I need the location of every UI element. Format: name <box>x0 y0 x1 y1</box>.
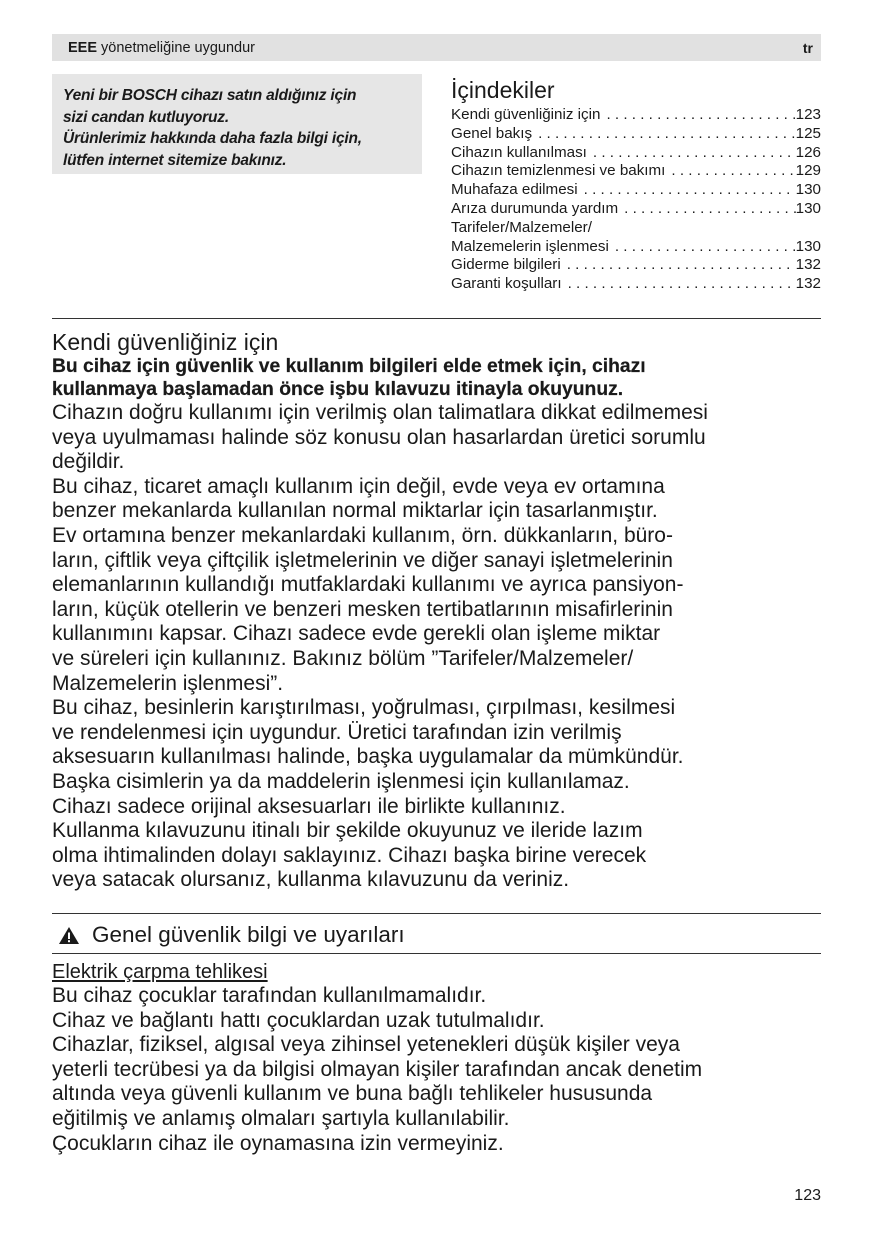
toc-item[interactable] <box>451 238 821 257</box>
toc-item-label: Giderme bilgileri <box>451 256 561 274</box>
toc-leader-dots <box>665 162 795 181</box>
toc-item[interactable] <box>451 106 821 125</box>
body-line: veya satacak olursanız, kullanma kılavuzunu da veriniz. <box>52 868 570 892</box>
body-line: ve rendelenmesi için uygundur. Üretici tarafından izin verilmiş <box>52 720 622 744</box>
header-title-rest: yönetmeliğine uygundur <box>97 39 256 56</box>
body-line: altında veya güvenli kullanım ve buna bağlı tehlikeler hususunda <box>52 1082 653 1106</box>
toc-item[interactable] <box>451 256 821 275</box>
toc-leader-dots <box>578 181 796 200</box>
toc-item-label: Garanti koşulları <box>451 275 562 293</box>
body-line: eğitilmiş ve anlamış olmaları şartıyla kullanılabilir. <box>52 1106 510 1130</box>
toc-item-page: 130 <box>795 199 821 217</box>
toc-leader-dots <box>587 144 796 163</box>
toc-item-label: Cihazın kullanılması <box>451 143 587 161</box>
body-line: Ev ortamına benzer mekanlardaki kullanım, örn. dükkanların, büro- <box>52 523 673 547</box>
toc-leader-dots <box>562 275 796 294</box>
toc-item[interactable] <box>451 181 821 200</box>
toc-item[interactable] <box>451 144 821 163</box>
toc-item-label: Kendi güvenliğiniz için <box>451 106 601 123</box>
toc-leader-dots <box>600 106 795 125</box>
toc-item-label: Genel bakış <box>451 124 533 142</box>
safety-body <box>52 401 827 893</box>
body-line: Çocukların cihaz ile oynamasına izin vermeyiniz. <box>52 1131 504 1155</box>
safety-lead-line: kullanmaya başlamadan önce işbu kılavuzu itinayla okuyunuz. <box>52 379 624 400</box>
body-line: Bu cihaz, besinlerin karıştırılması, yoğrulması, çırpılması, kesilmesi <box>52 696 676 720</box>
header-bar <box>52 34 821 61</box>
body-line: Cihazlar, fiziksel, algısal veya zihinsel yetenekleri düşük kişiler veya <box>52 1033 680 1057</box>
warning-triangle-icon <box>58 926 80 945</box>
safety-lead-line: Bu cihaz için güvenlik ve kullanım bilgileri elde etmek için, cihazı <box>52 356 646 377</box>
general-safety-title: Genel güvenlik bilgi ve uyarıları <box>92 922 405 947</box>
language-code: tr <box>802 39 813 56</box>
toc-leader-dots <box>532 125 796 144</box>
toc-item-label: Malzemelerin işlenmesi <box>451 237 609 255</box>
toc-item[interactable] <box>451 162 821 181</box>
body-line: ların, çiftlik veya çiftçilik işletmelerinin ve diğer sanayi işletmelerinin <box>52 548 673 572</box>
body-line: veya uyulmaması halinde söz konusu olan hasarlardan üretici sorumlu <box>52 425 706 449</box>
page-number: 123 <box>794 1187 821 1204</box>
section-divider <box>52 913 821 914</box>
toc-item[interactable] <box>451 125 821 144</box>
body-line: Cihazı sadece orijinal aksesuarları ile birlikte kullanınız. <box>52 794 566 818</box>
header-title <box>68 40 255 56</box>
toc-leader-dots <box>618 200 796 219</box>
body-line: Bu cihaz, ticaret amaçlı kullanım için değil, evde veya ev ortamına <box>52 474 665 498</box>
toc-item[interactable] <box>451 275 821 294</box>
body-line: Kullanma kılavuzunu itinalı bir şekilde okuyunuz ve ileride lazım <box>52 819 643 843</box>
safety-section <box>52 330 827 893</box>
toc-item-page: 123 <box>795 106 821 123</box>
toc-item-label: Arıza durumunda yardım <box>451 199 619 217</box>
greeting-line: Ürünlerimiz hakkında daha fazla bilgi için, <box>63 130 362 147</box>
toc-list <box>451 106 821 294</box>
header-title-bold: EEE <box>68 39 98 56</box>
body-line: Bu cihaz çocuklar tarafından kullanılmamalıdır. <box>52 984 487 1007</box>
toc-item-page: 126 <box>795 143 821 161</box>
toc-title: İçindekiler <box>451 77 555 103</box>
general-safety-body <box>52 984 827 1156</box>
greeting-line: lütfen internet sitemize bakınız. <box>63 151 287 169</box>
body-line: benzer mekanlarda kullanılan normal miktarlar için tasarlanmıştır. <box>52 499 658 523</box>
greeting-line: sizi candan kutluyoruz. <box>63 108 229 126</box>
greeting-box <box>52 74 422 174</box>
toc-item-label: Tarifeler/Malzemeler/ <box>451 218 592 236</box>
safety-section-title: Kendi güvenliğiniz için <box>52 329 279 355</box>
toc-item-label: Muhafaza edilmesi <box>451 181 578 199</box>
body-line: Cihazın doğru kullanımı için verilmiş olan talimatlara dikkat edilmemesi <box>52 401 708 424</box>
general-safety-heading <box>52 918 821 952</box>
body-line: değildir. <box>52 450 125 474</box>
body-line: elemanlarının kullandığı mutfaklardaki kullanımı ve ayrıca pansiyon- <box>52 573 684 597</box>
body-line: Cihaz ve bağlantı hattı çocuklardan uzak tutulmalıdır. <box>52 1008 545 1032</box>
toc-leader-dots <box>561 256 796 275</box>
body-line: ların, küçük otellerin ve benzeri mesken tertibatlarının misafirlerinin <box>52 597 673 621</box>
greeting-line: Yeni bir BOSCH cihazı satın aldığınız için <box>63 87 357 104</box>
general-safety-section <box>52 960 827 1156</box>
toc-item-page: 129 <box>795 162 821 180</box>
toc-item[interactable] <box>451 200 821 219</box>
toc-item-label: Cihazın temizlenmesi ve bakımı <box>451 162 666 180</box>
toc-item-page: 132 <box>795 275 821 293</box>
toc-item-continued[interactable] <box>451 219 821 238</box>
table-of-contents <box>451 76 821 294</box>
body-line: olma ihtimalinden dolayı saklayınız. Cihazı başka birine verecek <box>52 843 647 867</box>
body-line: yeterli tecrübesi ya da bilgisi olmayan kişiler tarafından ancak denetim <box>52 1057 703 1081</box>
electric-shock-subhead: Elektrik çarpma tehlikesi <box>52 961 268 983</box>
toc-item-page: 130 <box>795 237 821 255</box>
body-line: Başka cisimlerin ya da maddelerin işlenmesi için kullanılamaz. <box>52 769 630 793</box>
section-divider <box>52 953 821 954</box>
toc-item-page: 125 <box>795 124 821 142</box>
toc-item-page: 132 <box>795 256 821 274</box>
body-line: aksesuarın kullanılması halinde, başka uygulamalar da mümkündür. <box>52 745 684 769</box>
body-line: Malzemelerin işlenmesi”. <box>52 671 284 695</box>
toc-leader-dots <box>609 238 796 257</box>
section-divider <box>52 318 821 319</box>
body-line: ve süreleri için kullanınız. Bakınız bölüm ”Tarifeler/Malzemeler/ <box>52 646 634 670</box>
body-line: kullanımını kapsar. Cihazı sadece evde gerekli olan işleme miktar <box>52 622 661 646</box>
toc-item-page: 130 <box>795 181 821 199</box>
